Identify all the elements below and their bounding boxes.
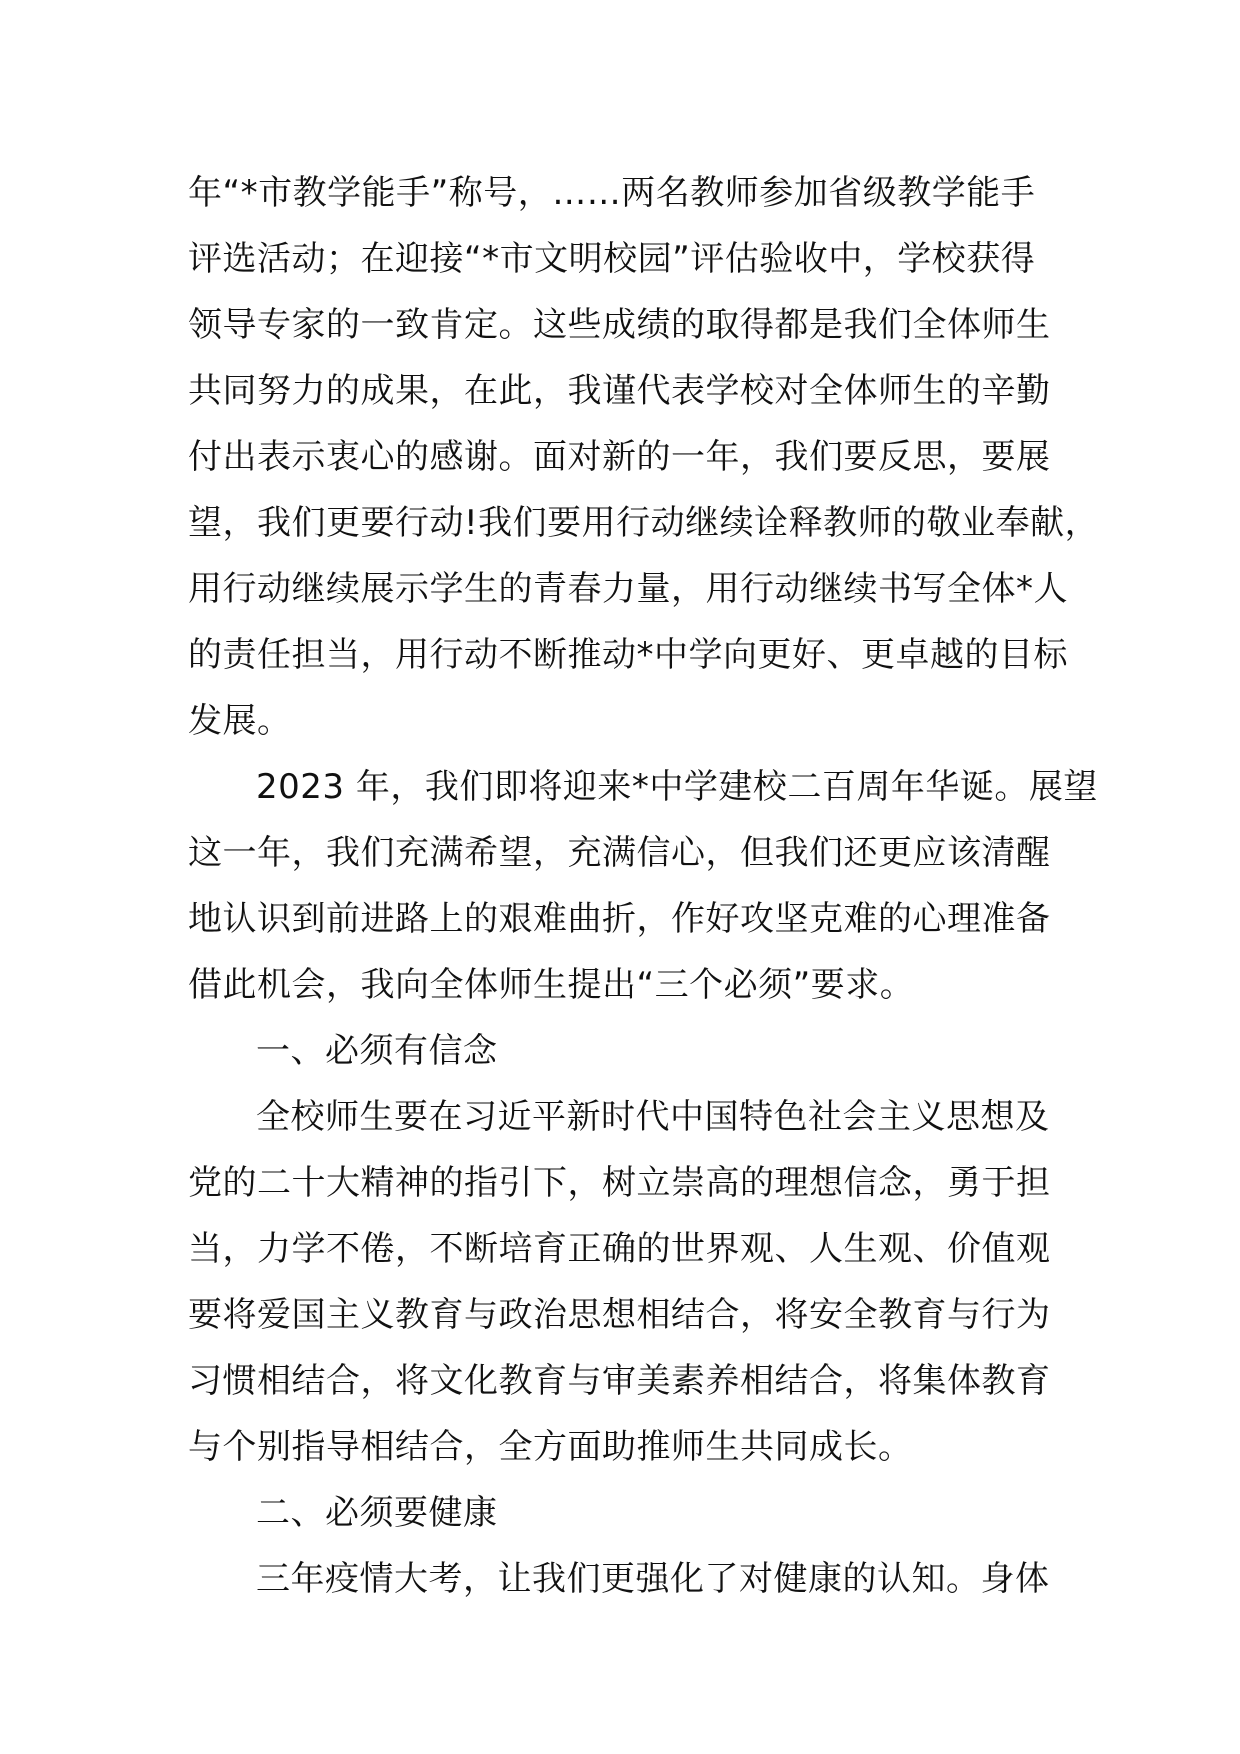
text-line: 发展。 <box>188 701 292 741</box>
text-line: 这一年，我们充满希望，充满信心，但我们还更应该清醒 <box>188 833 1051 873</box>
text-line: 地认识到前进路上的艰难曲折，作好攻坚克难的心理准备 <box>188 899 1051 939</box>
text-line: 共同努力的成果，在此，我谨代表学校对全体师生的辛勤 <box>188 371 1051 411</box>
text-line: 当，力学不倦，不断培育正确的世界观、人生观、价值观 <box>188 1229 1051 1269</box>
section-heading-2: 二、必须要健康 <box>256 1493 498 1533</box>
section-heading-1: 一、必须有信念 <box>256 1031 498 1071</box>
paragraph-start-line: 2023 年，我们即将迎来*中学建校二百周年华诞。展望 <box>256 767 1098 807</box>
text-line: 的责任担当，用行动不断推动*中学向更好、更卓越的目标 <box>188 635 1068 675</box>
text-line: 与个别指导相结合，全方面助推师生共同成长。 <box>188 1427 913 1467</box>
text-line: 望，我们更要行动!我们要用行动继续诠释教师的敬业奉献， <box>188 503 1100 543</box>
text-line: 习惯相结合，将文化教育与审美素养相结合，将集体教育 <box>188 1361 1051 1401</box>
text-line: 付出表示衷心的感谢。面对新的一年，我们要反思，要展 <box>188 437 1051 477</box>
text-line: 年“*市教学能手”称号，……两名教师参加省级教学能手 <box>188 173 1036 213</box>
text-line: 评选活动；在迎接“*市文明校园”评估验收中，学校获得 <box>188 239 1036 279</box>
paragraph-start-line: 全校师生要在习近平新时代中国特色社会主义思想及 <box>256 1097 1050 1137</box>
paragraph-start-line: 三年疫情大考，让我们更强化了对健康的认知。身体 <box>256 1559 1050 1599</box>
text-line: 党的二十大精神的指引下，树立崇高的理想信念，勇于担 <box>188 1163 1051 1203</box>
body-text <box>188 160 1100 1612</box>
text-line: 用行动继续展示学生的青春力量，用行动继续书写全体*人 <box>188 569 1068 609</box>
text-line: 要将爱国主义教育与政治思想相结合，将安全教育与行为 <box>188 1295 1051 1335</box>
text-line: 借此机会，我向全体师生提出“三个必须”要求。 <box>188 965 915 1005</box>
text-line: 领导专家的一致肯定。这些成绩的取得都是我们全体师生 <box>188 305 1051 345</box>
